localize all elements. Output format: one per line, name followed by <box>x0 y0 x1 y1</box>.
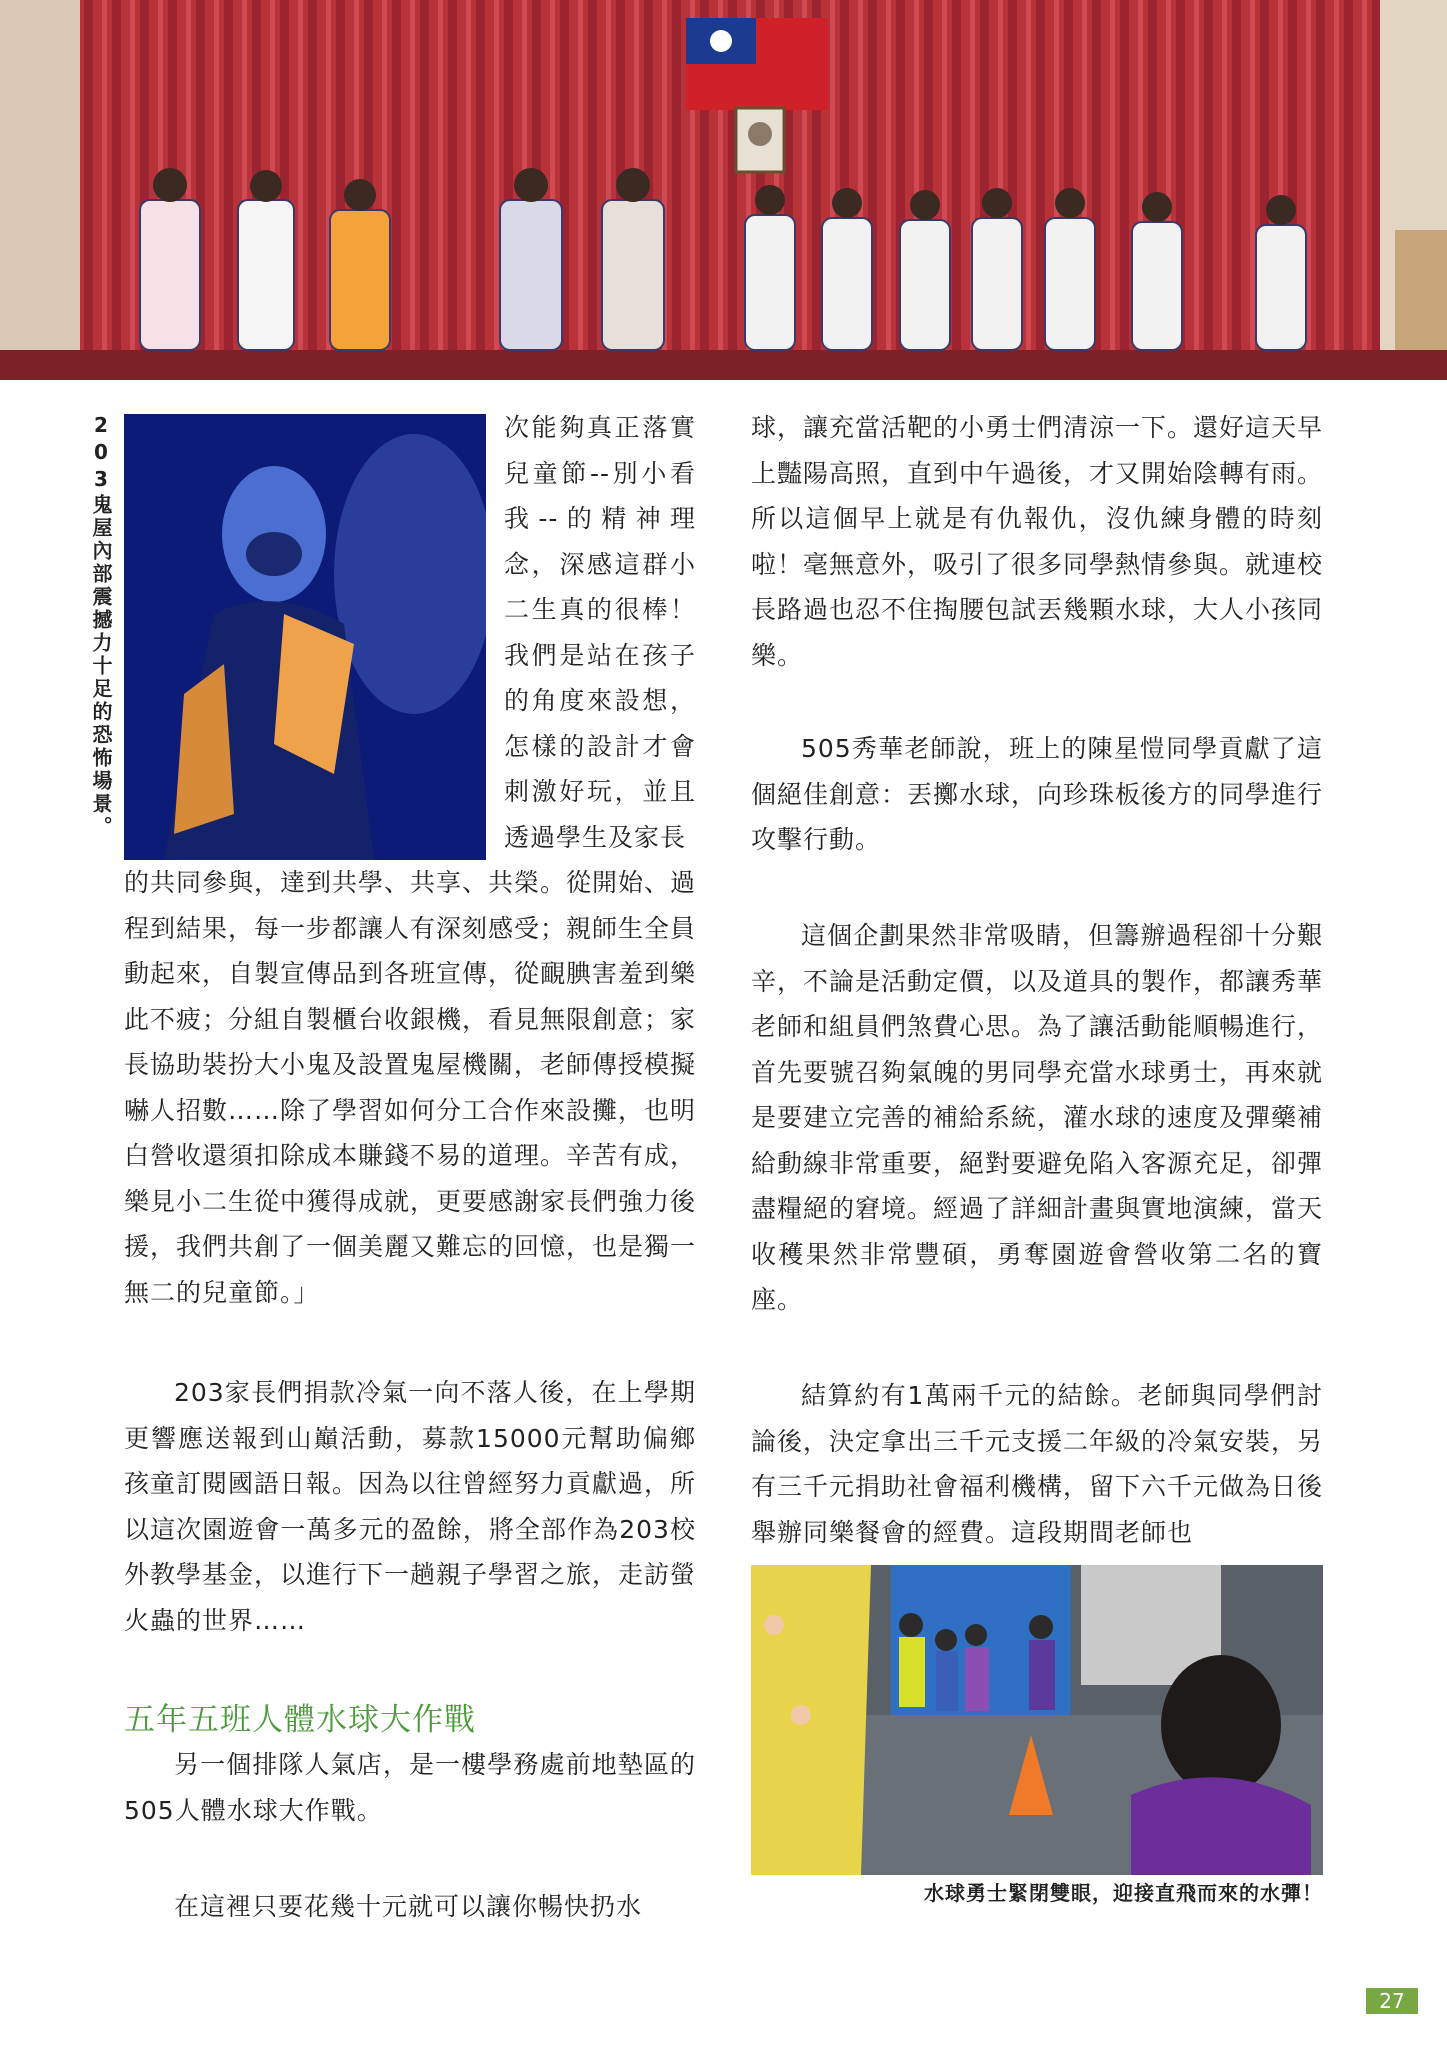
right-section-1 <box>751 405 1323 678</box>
class-203-section <box>124 1370 696 1643</box>
left-float-text <box>504 405 696 860</box>
water-balloon-photo <box>751 1565 1323 1875</box>
queue-section <box>124 1742 696 1833</box>
here-paragraph: 在這裡只要花幾十元就可以讓你暢快扔水 <box>174 1892 643 1921</box>
water-balloon-caption: 水球勇士緊閉雙眼，迎接直飛而來的水彈！ <box>924 1881 1323 1905</box>
ghost-house-caption: 203鬼屋內部震撼力十足的恐怖場景。 <box>89 413 113 839</box>
right-section-3 <box>751 913 1323 1323</box>
stage-performance-photo <box>0 0 1447 380</box>
section-heading: 五年五班人體水球大作戰 <box>124 1702 476 1738</box>
left-main-text <box>124 860 696 1315</box>
queue-paragraph: 另一個排隊人氣店，是一樓學務處前地墊區的505人體水球大作戰。 <box>124 1750 696 1825</box>
page-number: 27 <box>1366 1988 1418 2014</box>
ghost-house-photo <box>124 414 486 860</box>
class-203-paragraph: 203家長們捐款冷氣一向不落人後，在上學期更響應送報到山巔活動，募款15000元幫助偏鄉孩童訂閱國語日報。因為以往曾經努力貢獻過，所以這次園遊會一萬多元的盈餘，將全部作為203校外教學基金，以進行下一趟親子學習之旅，走訪螢火蟲的世界…… <box>124 1378 697 1635</box>
right-paragraph-2: 505秀華老師說，班上的陳星愷同學貢獻了這個絕佳創意：丟擲水球，向珍珠板後方的同學進行攻擊行動。 <box>751 734 1324 854</box>
right-paragraph-1: 球，讓充當活靶的小勇士們清涼一下。還好這天早上豔陽高照，直到中午過後，才又開始陰轉有雨。所以這個早上就是有仇報仇，沒仇練身體的時刻啦！毫無意外，吸引了很多同學熱情參與。就連校長路過也忍不住掏腰包試丟幾顆水球，大人小孩同樂。 <box>751 413 1324 670</box>
left-float-paragraph: 次能夠真正落實兒童節--別小看我--的精神理念，深感這群小二生真的很棒！我們是站在孩子的角度來設想，怎樣的設計才會刺激好玩，並且透過學生及家長 <box>504 413 696 852</box>
here-section <box>124 1884 696 1930</box>
right-paragraph-4: 結算約有1萬兩千元的結餘。老師與同學們討論後，決定拿出三千元支援二年級的冷氣安裝，另有三千元捐助社會福利機構，留下六千元做為日後舉辦同樂餐會的經費。這段期間老師也 <box>751 1381 1324 1547</box>
right-paragraph-3: 這個企劃果然非常吸睛，但籌辦過程卻十分艱辛，不論是活動定價，以及道具的製作，都讓秀華老師和組員們煞費心思。為了讓活動能順暢進行，首先要號召夠氣魄的男同學充當水球勇士，再來就是要建立完善的補給系統，灌水球的速度及彈藥補給動線非常重要，絕對要避免陷入客源充足，卻彈盡糧絕的窘境。經過了詳細計畫與實地演練，當天收穫果然非常豐碩，勇奪園遊會營收第二名的寶座。 <box>751 921 1324 1314</box>
left-main-paragraph: 的共同參與，達到共學、共享、共榮。從開始、過程到結果，每一步都讓人有深刻感受；親師生全員動起來，自製宣傳品到各班宣傳，從靦腆害羞到樂此不疲；分組自製櫃台收銀機，看見無限創意；家長協助裝扮大小鬼及設置鬼屋機關，老師傳授模擬嚇人招數……除了學習如何分工合作來設攤，也明白營收還須扣除成本賺錢不易的道理。辛苦有成，樂見小二生從中獲得成就，更要感謝家長們強力後援，我們共創了一個美麗又難忘的回憶，也是獨一無二的兒童節。」 <box>124 868 697 1307</box>
right-section-4 <box>751 1373 1323 1555</box>
right-section-2 <box>751 726 1323 863</box>
